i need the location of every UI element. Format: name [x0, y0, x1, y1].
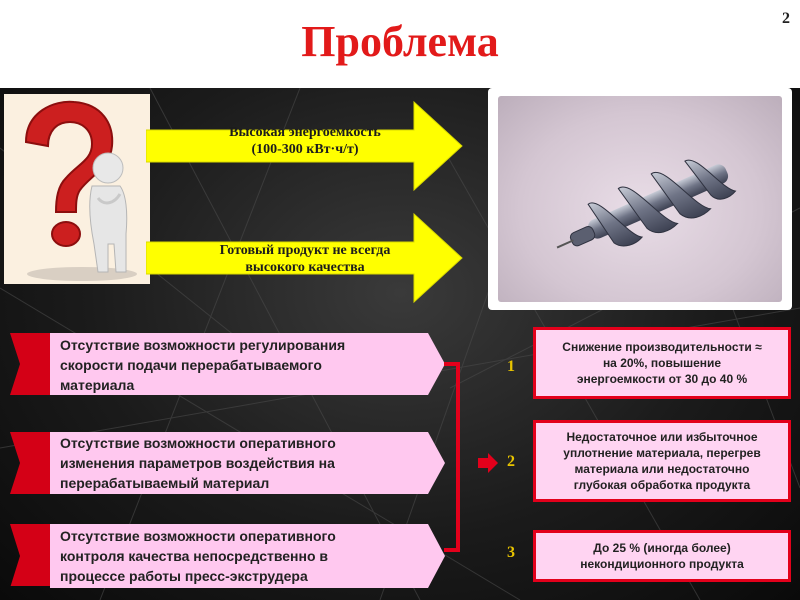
cause-2-line1: Отсутствие возможности оперативного — [60, 435, 336, 451]
effect-3-line1: До 25 % (иногда более) — [593, 541, 731, 555]
number-3: 3 — [507, 544, 515, 561]
screw-image-frame — [488, 88, 792, 310]
cause-3-text — [60, 526, 400, 586]
cause-3-marker — [4, 524, 50, 586]
number-2: 2 — [507, 453, 515, 470]
cause-1-marker — [4, 333, 50, 395]
cause-3-line2: контроля качества непосредственно в — [60, 548, 329, 564]
effect-1-box — [533, 327, 791, 399]
number-1: 1 — [507, 358, 515, 375]
arrow-energy-line2: (100-300 кВт·ч/т) — [251, 142, 359, 157]
cause-2-text — [60, 433, 400, 493]
effect-3-line2: некондиционного продукта — [580, 557, 744, 571]
arrow-quality-text — [160, 242, 450, 276]
effect-2-box — [533, 420, 791, 502]
arrow-energy-text — [160, 124, 450, 158]
cause-3-line3: процессе работы пресс-экструдера — [60, 568, 308, 584]
arrow-quality-line2: высокого качества — [245, 260, 365, 275]
effect-2-line1: Недостаточное или избыточное — [566, 430, 758, 444]
cause-1-text — [60, 335, 400, 395]
arrow-energy-line1: Высокая энергоемкость — [229, 125, 381, 140]
cause-2-line3: перерабатываемый материал — [60, 475, 270, 491]
screw-image-background — [498, 96, 782, 302]
cause-1-line3: материала — [60, 377, 135, 393]
cause-3-line1: Отсутствие возможности оперативного — [60, 528, 336, 544]
cause-1-line1: Отсутствие возможности регулирования — [60, 337, 346, 353]
question-illustration — [4, 94, 150, 284]
effect-2-line2: уплотнение материала, перегрев — [563, 446, 761, 460]
page-title: Проблема — [301, 17, 499, 66]
effect-1-line1: Снижение производительности ≈ — [562, 340, 762, 354]
effect-1-line2: на 20%, повышение — [602, 356, 722, 370]
effect-1-line3: энергоемкости от 30 до 40 % — [576, 372, 748, 386]
bracket-arrow-icon — [478, 453, 500, 473]
effect-2-line4: глубокая обработка продукта — [573, 478, 751, 492]
slide-number: 2 — [782, 10, 790, 27]
cause-2-line2: изменения параметров воздействия на — [60, 455, 335, 471]
effect-3-box — [533, 530, 791, 582]
extruder-screw-icon — [498, 96, 782, 302]
effect-2-line3: материала или недостаточно — [574, 462, 750, 476]
cause-2-marker — [4, 432, 50, 494]
arrow-quality-line1: Готовый продукт не всегда — [219, 243, 391, 258]
cause-1-line2: скорости подачи перерабатываемого — [60, 357, 322, 373]
question-person-icon — [4, 94, 150, 284]
